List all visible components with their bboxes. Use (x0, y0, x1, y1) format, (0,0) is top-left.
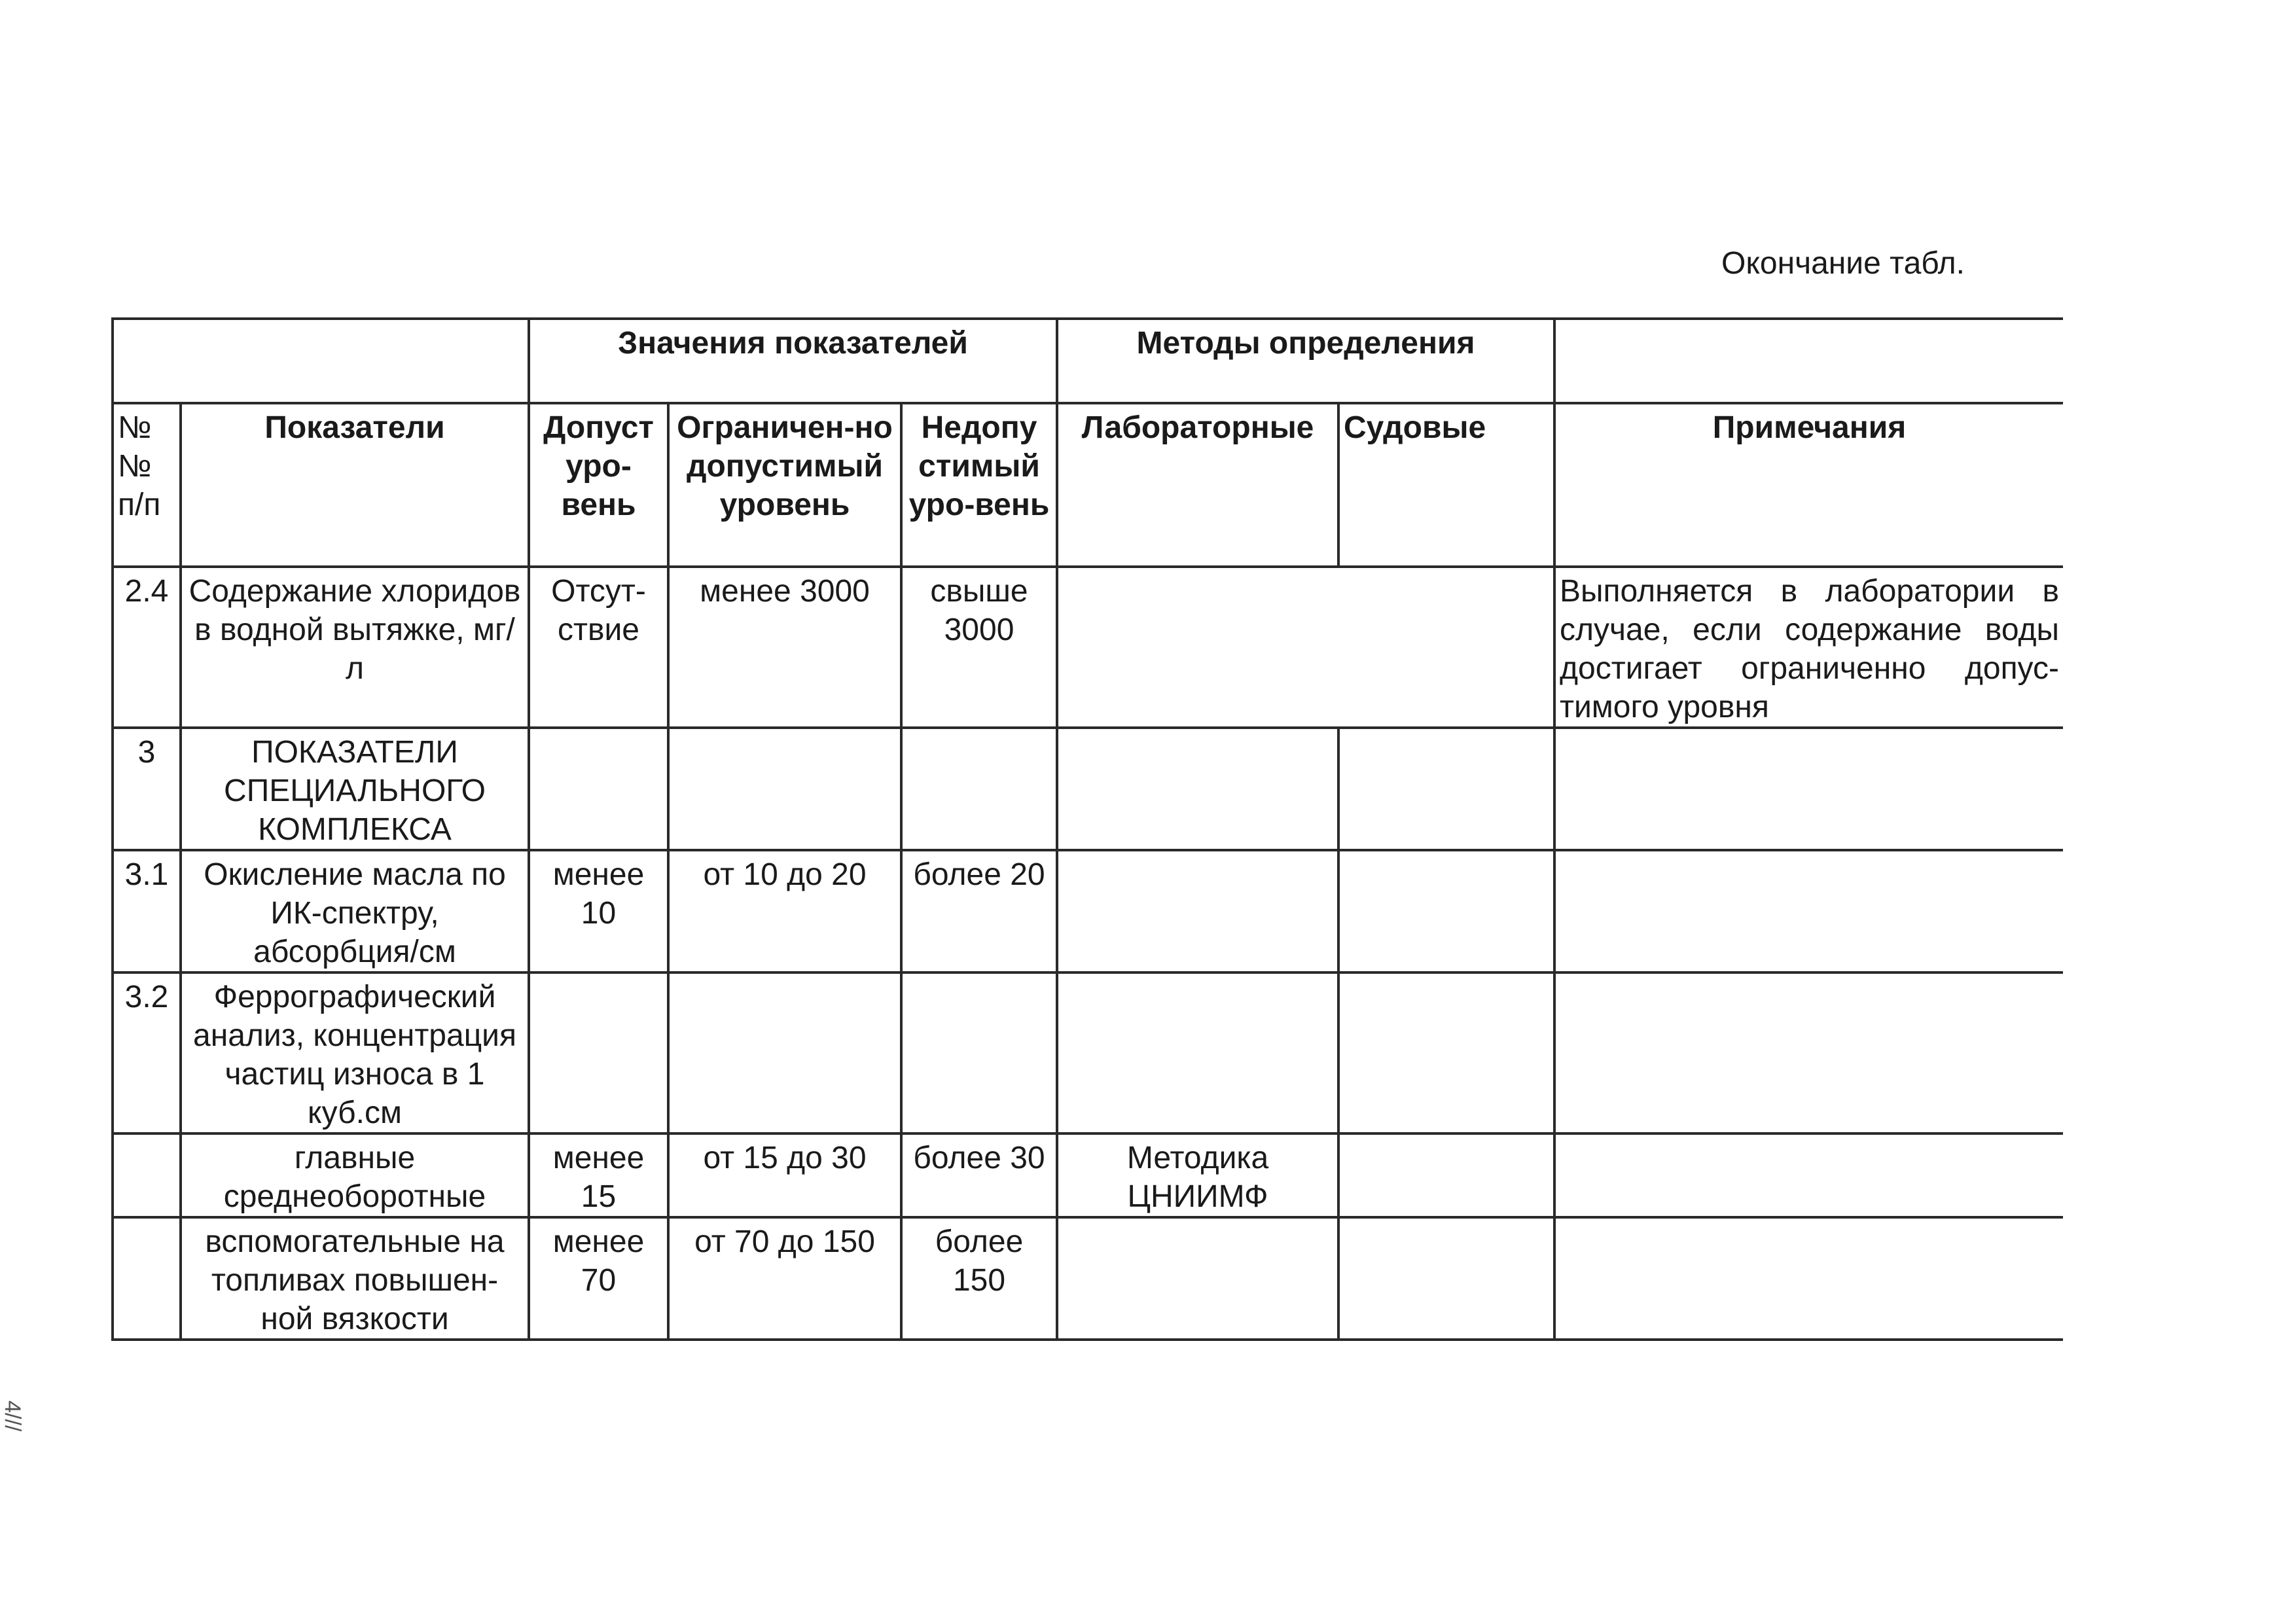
row-notes (1554, 850, 2063, 972)
row-impermissible: более 20 (901, 850, 1057, 972)
header-indicator: Показатели (181, 403, 529, 567)
row-lab (1057, 728, 1338, 850)
header-permissible: Допуст уро-вень (529, 403, 668, 567)
row-limited: от 10 до 20 (668, 850, 901, 972)
header-empty-cell (113, 319, 529, 403)
row-indicator: вспомогательные на топливах повышен-ной вязкости (181, 1217, 529, 1340)
row-num: 3.1 (113, 850, 181, 972)
row-permissible: менее 70 (529, 1217, 668, 1340)
row-permissible: менее 10 (529, 850, 668, 972)
row-notes (1554, 728, 2063, 850)
row-ship (1338, 1133, 1554, 1217)
row-limited (668, 972, 901, 1133)
header-values-group: Значения показателей (529, 319, 1057, 403)
row-ship (1338, 850, 1554, 972)
row-lab (1057, 972, 1338, 1133)
row-permissible: менее 15 (529, 1133, 668, 1217)
row-permissible (529, 972, 668, 1133)
table-continuation-caption: Окончание табл. (1721, 246, 1965, 281)
margin-handwritten-mark: 4/// (0, 1400, 25, 1432)
header-methods-group: Методы определения (1057, 319, 1554, 403)
row-notes (1554, 1133, 2063, 1217)
row-notes (1554, 972, 2063, 1133)
row-limited (668, 728, 901, 850)
header-num: № № п/п (113, 403, 181, 567)
row-permissible (529, 728, 668, 850)
row-num: 3.2 (113, 972, 181, 1133)
row-num: 2.4 (113, 567, 181, 728)
row-num: 3 (113, 728, 181, 850)
row-ship (1338, 972, 1554, 1133)
header-ship: Судовые (1338, 403, 1554, 567)
row-impermissible: более 150 (901, 1217, 1057, 1340)
row-notes: Выполняется в лаборатории в случае, если содержание воды достигает ограниченно допус-тимого уровня (1554, 567, 2063, 728)
row-limited: от 15 до 30 (668, 1133, 901, 1217)
row-lab: Методика ЦНИИМФ (1057, 1133, 1338, 1217)
header-notes: Примечания (1554, 403, 2063, 567)
row-lab (1057, 850, 1338, 972)
row-num (113, 1217, 181, 1340)
row-methods (1057, 567, 1554, 728)
table-row (113, 972, 2063, 1133)
row-notes (1554, 1217, 2063, 1340)
table-row (113, 728, 2063, 850)
header-empty-notes-cell (1554, 319, 2063, 403)
row-impermissible: более 30 (901, 1133, 1057, 1217)
row-indicator: Феррографический анализ, концентрация частиц износа в 1 куб.см (181, 972, 529, 1133)
table-row (113, 1217, 2063, 1340)
header-lab: Лабораторные (1057, 403, 1338, 567)
table-column-header-row (113, 403, 2063, 567)
header-limited: Ограничен-но допустимый уровень (668, 403, 901, 567)
table-group-header-row (113, 319, 2063, 403)
row-ship (1338, 1217, 1554, 1340)
row-limited: от 70 до 150 (668, 1217, 901, 1340)
table-row (113, 1133, 2063, 1217)
row-impermissible (901, 972, 1057, 1133)
row-impermissible (901, 728, 1057, 850)
row-impermissible: свыше 3000 (901, 567, 1057, 728)
header-impermissible: Недопу стимый уро-вень (901, 403, 1057, 567)
indicators-table (111, 317, 2063, 1341)
row-indicator: ПОКАЗАТЕЛИ СПЕЦИАЛЬНОГО КОМПЛЕКСА (181, 728, 529, 850)
table-row (113, 567, 2063, 728)
row-indicator: Окисление масла по ИК-спектру, абсорбция/см (181, 850, 529, 972)
row-limited: менее 3000 (668, 567, 901, 728)
row-permissible: Отсут-ствие (529, 567, 668, 728)
row-ship (1338, 728, 1554, 850)
row-num (113, 1133, 181, 1217)
table-row (113, 850, 2063, 972)
row-indicator: главные среднеоборотные (181, 1133, 529, 1217)
row-lab (1057, 1217, 1338, 1340)
row-indicator: Содержание хлоридов в водной вытяжке, мг/л (181, 567, 529, 728)
